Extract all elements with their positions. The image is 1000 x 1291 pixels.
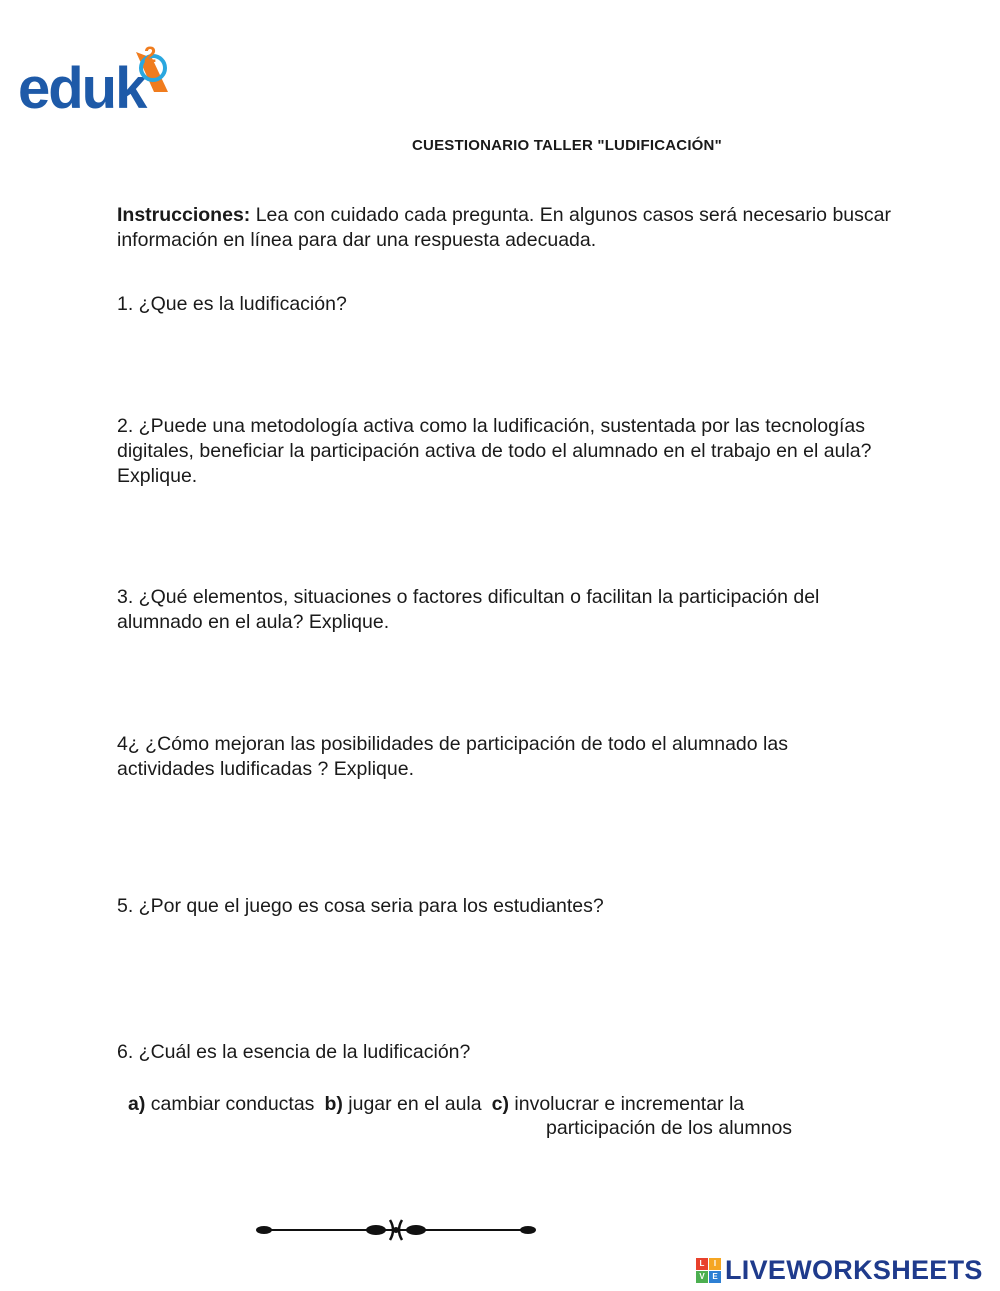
question-5: 5. ¿Por que el juego es cosa seria para los estudiantes? <box>117 895 604 917</box>
option-c-text-line1: involucrar e incrementar la <box>508 1093 745 1115</box>
instructions <box>117 203 897 253</box>
question-4: 4¿ ¿Cómo mejoran las posibilidades de participación de todo el alumnado las actividades ludificadas ? Explique. <box>117 733 788 780</box>
document-title: CUESTIONARIO TALLER "LUDIFICACIÓN" <box>412 137 722 154</box>
question-2: 2. ¿Puede una metodología activa como la ludificación, sustentada por las tecnologías digitales, beneficiar la participación activa de todo el alumnado en el trabajo en el aula? Explique. <box>117 415 872 487</box>
eduk2-logo <box>18 38 180 114</box>
logo-wordmark: eduk <box>18 56 146 114</box>
instructions-text: Lea con cuidado cada pregunta. En algunos casos será necesario buscar información en línea para dar una respuesta adecuada. <box>117 204 891 251</box>
question-6: 6. ¿Cuál es la esencia de la ludificación? <box>117 1041 471 1063</box>
logo-superscript: 2 <box>144 42 157 67</box>
option-c-text-line2: participación de los alumnos <box>546 1117 793 1139</box>
option-b-text: jugar en el aula <box>342 1093 482 1115</box>
instructions-label: Instrucciones: <box>117 204 251 226</box>
question-3: 3. ¿Qué elementos, situaciones o factores dificultan o facilitan la participación del alumnado en el aula? Explique. <box>117 586 820 633</box>
liveworksheets-badge-icon: L I V E <box>696 1258 721 1283</box>
answer-options <box>128 1092 744 1117</box>
option-a-text: cambiar conductas <box>145 1093 315 1115</box>
question-1: 1. ¿Que es la ludificación? <box>117 293 347 315</box>
option-a-label: a) <box>128 1093 146 1115</box>
liveworksheets-footer <box>696 1254 983 1286</box>
option-c-label: c) <box>491 1093 509 1115</box>
ornament-divider <box>252 1216 540 1244</box>
liveworksheets-brand: LIVEWORKSHEETS <box>725 1254 983 1285</box>
option-b-label: b) <box>324 1093 343 1115</box>
